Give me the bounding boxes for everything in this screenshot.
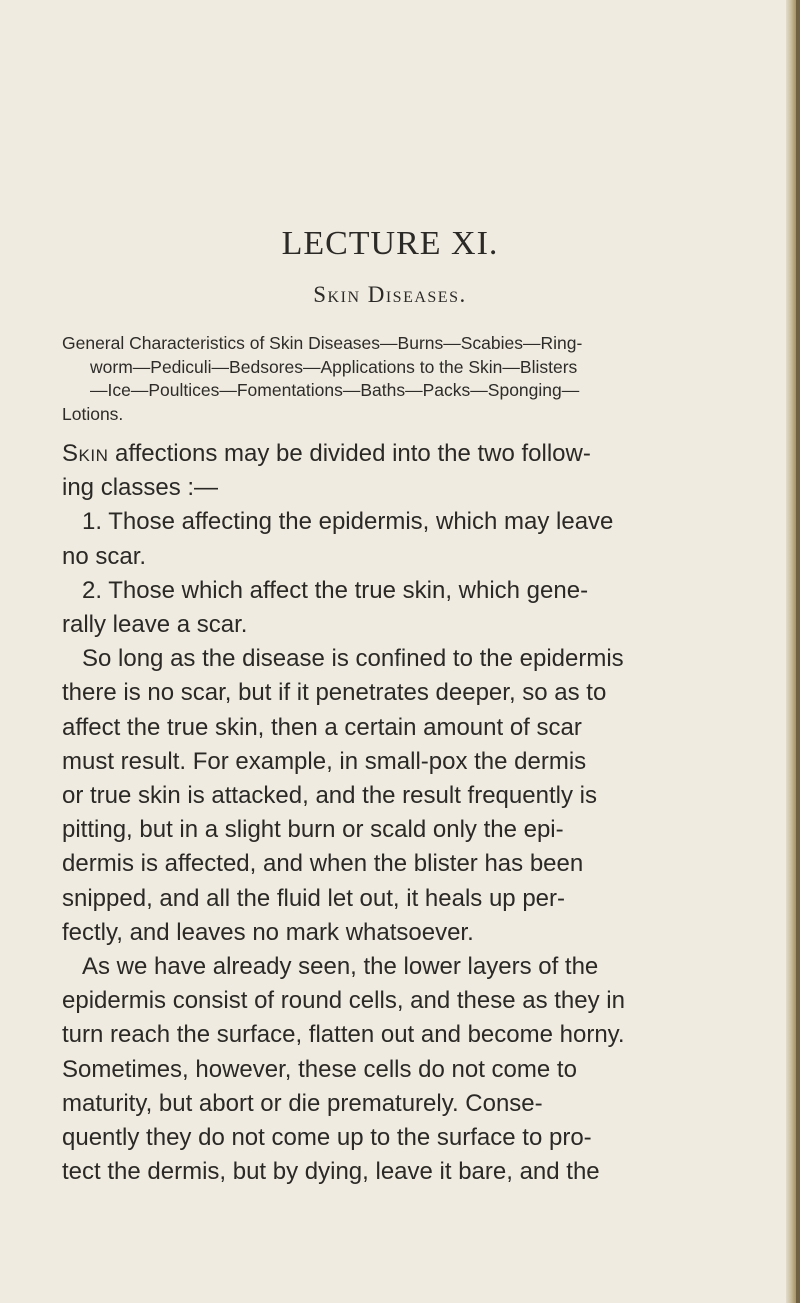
body-line: fectly, and leaves no mark whatsoever. [62, 918, 474, 946]
body-line-text: affections may be divided into the two follow- [108, 440, 591, 467]
body-line: pitting, but in a slight burn or scald only the epi- [62, 816, 564, 844]
body-line: quently they do not come up to the surface to pro- [62, 1124, 592, 1152]
body-line: snipped, and all the fluid let out, it heals up per- [62, 884, 565, 912]
body-line: must result. For example, in small-pox the dermis [62, 747, 587, 775]
body-line: turn reach the surface, flatten out and become horny. [62, 1021, 625, 1049]
body-line: As we have already seen, the lower layers of the [82, 953, 599, 981]
body-line: or true skin is attacked, and the result frequently is [62, 782, 597, 810]
body-line [62, 437, 737, 471]
summary-line: General Characteristics of Skin Diseases—Burns—Scabies—Ring- [62, 333, 583, 353]
body-line: affect the true skin, then a certain amount of scar [62, 713, 582, 741]
lecture-heading: LECTURE XI. [281, 225, 499, 262]
body-line: 1. Those affecting the epidermis, which may leave [82, 508, 614, 536]
body-line: epidermis consist of round cells, and these as they in [62, 987, 625, 1015]
body-paragraphs [62, 437, 737, 1189]
body-line: ing classes :— [62, 474, 219, 502]
section-heading: Skin Diseases. [313, 282, 467, 307]
body-line: Sometimes, however, these cells do not come to [62, 1055, 577, 1083]
body-line: So long as the disease is confined to the epidermis [82, 645, 624, 673]
page-edge-shadow [796, 0, 800, 1303]
summary-line: Lotions. [62, 403, 124, 424]
body-line: tect the dermis, but by dying, leave it bare, and the [62, 1158, 600, 1186]
body-line: there is no scar, but if it penetrates deeper, so as to [62, 679, 607, 707]
body-line: maturity, but abort or die prematurely. Conse- [62, 1089, 543, 1117]
body-line: 2. Those which affect the true skin, which gene- [82, 576, 589, 604]
body-line: dermis is affected, and when the blister has been [62, 850, 584, 878]
body-line: rally leave a scar. [62, 611, 248, 639]
drop-word: Skin [62, 440, 109, 467]
chapter-summary [62, 332, 722, 426]
summary-line: —Ice—Poultices—Fomentations—Baths—Packs—Sponging— [90, 380, 580, 400]
body-line: no scar. [62, 542, 147, 570]
summary-line: worm—Pediculi—Bedsores—Applications to the Skin—Blisters [90, 356, 578, 377]
